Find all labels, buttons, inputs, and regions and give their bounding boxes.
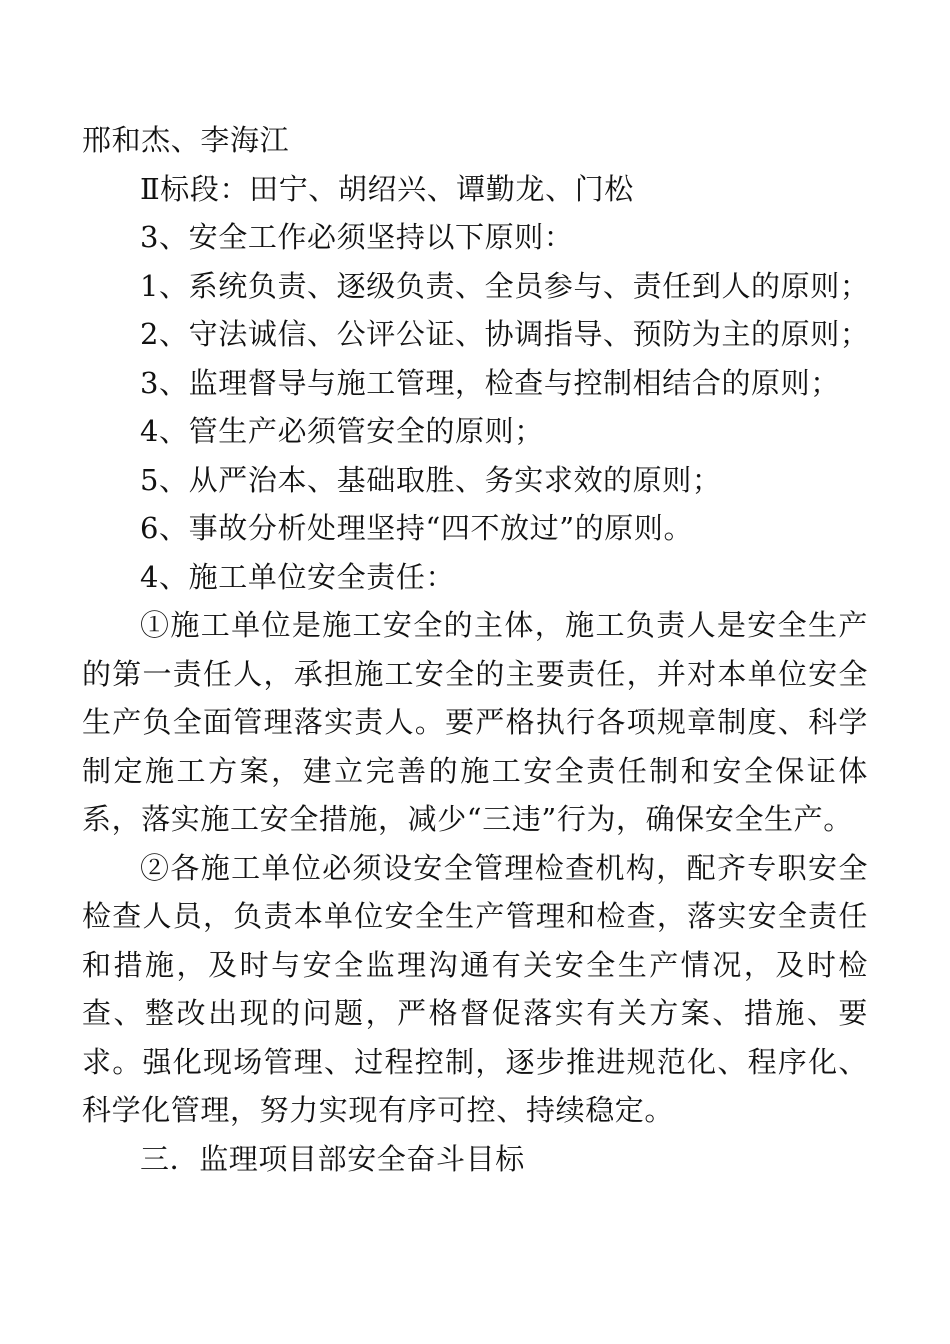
document-content bbox=[82, 116, 868, 1183]
line-section-ii-personnel: Ⅱ标段：田宁、胡绍兴、谭勤龙、门松 bbox=[140, 171, 634, 206]
section-heading-safety-goals: 三．监理项目部安全奋斗目标 bbox=[140, 1141, 525, 1176]
line-principle-2: 2、守法诚信、公评公证、协调指导、预防为主的原则； bbox=[140, 317, 870, 351]
line-principle-3: 3、监理督导与施工管理，检查与控制相结合的原则； bbox=[140, 365, 840, 400]
line-principle-4: 4、管生产必须管安全的原则； bbox=[140, 414, 544, 448]
line-personnel-continued: 邢和杰、李海江 bbox=[82, 123, 290, 157]
line-principle-5: 5、从严治本、基础取胜、务实求效的原则； bbox=[140, 462, 722, 497]
line-principle-1: 1、系统负责、逐级负责、全员参与、责任到人的原则； bbox=[140, 268, 870, 303]
line-principle-6: 6、事故分析处理坚持“四不放过”的原则。 bbox=[140, 511, 694, 545]
line-safety-principles-heading: 3、安全工作必须坚持以下原则： bbox=[140, 220, 574, 254]
line-construction-unit-heading: 4、施工单位安全责任： bbox=[140, 559, 456, 594]
paragraph-construction-responsibility: ①施工单位是施工安全的主体，施工负责人是安全生产的第一责任人，承担施工安全的主要责任，并对本单位安全生产负全面管理落实责人。要严格执行各项规章制度、科学制定施工方案，建立完善的施工安全责任制和安全保证体系，落实施工安全措施，减少“三违”行为，确保安全生产。 bbox=[82, 608, 868, 836]
paragraph-inspection-organization: ②各施工单位必须设安全管理检查机构，配齐专职安全检查人员，负责本单位安全生产管理和检查，落实安全责任和措施，及时与安全监理沟通有关安全生产情况，及时检查、整改出现的问题，严格督促落实有关方案、措施、要求。强化现场管理、过程控制，逐步推进规范化、程序化、科学化管理，努力实现有序可控、持续稳定。 bbox=[82, 850, 868, 1127]
